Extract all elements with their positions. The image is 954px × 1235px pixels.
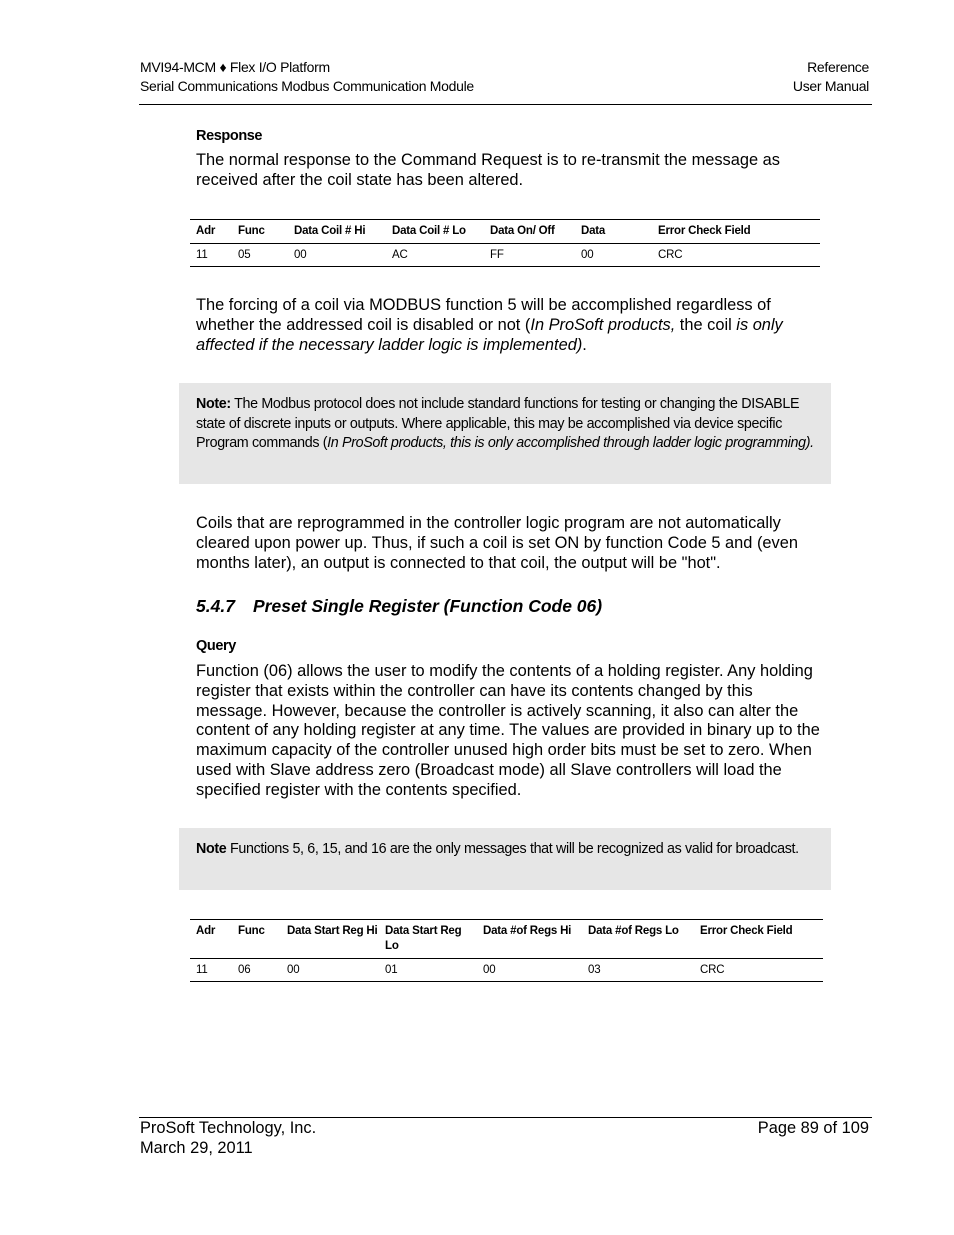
table-cell: 00 bbox=[288, 244, 386, 267]
table-cell: CRC bbox=[652, 244, 820, 267]
note-box bbox=[179, 828, 831, 890]
table-header-cell: Data On/ Off bbox=[484, 220, 575, 244]
query-heading: Query bbox=[196, 638, 236, 654]
query-table bbox=[190, 919, 823, 982]
table-header-cell: Func bbox=[232, 220, 288, 244]
forcing-italic: In ProSoft products, bbox=[530, 315, 676, 334]
note-text bbox=[196, 395, 816, 454]
table-header-cell: Func bbox=[232, 920, 281, 959]
forcing-italic: is only affected if the necessary ladder logic is implemented) bbox=[196, 315, 783, 354]
table-cell: 00 bbox=[477, 959, 582, 982]
footer-divider bbox=[139, 1117, 872, 1118]
table-cell: 11 bbox=[190, 244, 232, 267]
response-paragraph: The normal response to the Command Request is to re-transmit the message as received after the coil state has been altered. bbox=[196, 151, 780, 189]
coils-paragraph: Coils that are reprogrammed in the controller logic program are not automatically cleared upon power up. Thus, if such a coil is set ON by function Code 5 and (even months later), an output is connected to that coil, the output will be "hot". bbox=[196, 514, 798, 572]
table-header-cell: Data Start Reg Hi bbox=[281, 920, 379, 959]
table-header-cell: Adr bbox=[190, 920, 232, 959]
table-header-row bbox=[190, 220, 820, 244]
query-paragraph: Function (06) allows the user to modify the contents of a holding register. Any holding register that exists within the controller can have its contents changed by this message. However, because the controller is actively scanning, it also can alter the content of any holding register at any time. The values are provided in binary up to the maximum capacity of the controller unused high order bits must be set to zero. When used with Slave address zero (Broadcast mode) all Slave controllers will load the specified register with the contents specified. bbox=[196, 662, 820, 799]
note-text bbox=[196, 840, 816, 860]
table-cell: 00 bbox=[281, 959, 379, 982]
page-header-left bbox=[140, 58, 474, 96]
forcing-text: the coil bbox=[675, 315, 737, 334]
table-header-cell: Data Coil # Hi bbox=[288, 220, 386, 244]
forcing-text: The forcing of a coil via MODBUS function 5 will be accomplished regardless of whether the addressed coil is disabled or not ( bbox=[196, 296, 771, 334]
table-header-cell: Adr bbox=[190, 220, 232, 244]
header-module-title: Serial Communications Modbus Communication Module bbox=[140, 78, 474, 94]
page-number: Page 89 of 109 bbox=[757, 1119, 869, 1137]
section-title: Preset Single Register (Function Code 06) bbox=[253, 596, 603, 616]
table-cell: 03 bbox=[582, 959, 694, 982]
forcing-text: . bbox=[582, 335, 587, 354]
table-header-cell: Data Start Reg Lo bbox=[379, 920, 477, 959]
page-header-right bbox=[793, 58, 869, 96]
header-product-title: MVI94-MCM ♦ Flex I/O Platform bbox=[140, 59, 330, 75]
table-cell: CRC bbox=[694, 959, 823, 982]
table-row bbox=[190, 959, 823, 982]
table-row bbox=[190, 244, 820, 267]
table-cell: AC bbox=[386, 244, 484, 267]
section-heading bbox=[196, 596, 602, 617]
note-body: Functions 5, 6, 15, and 16 are the only messages that will be recognized as valid for broadcast. bbox=[226, 841, 799, 857]
footer-date: March 29, 2011 bbox=[140, 1138, 253, 1157]
note-box bbox=[179, 383, 831, 484]
footer-company: ProSoft Technology, Inc. bbox=[140, 1119, 317, 1137]
section-number: 5.4.7 bbox=[196, 596, 235, 616]
table-cell: 06 bbox=[232, 959, 281, 982]
note-body: The Modbus protocol does not include standard functions for testing or changing the DISABLE state of discrete inputs or outputs. Where applicable, this may be accomplished via device specific Program commands ( bbox=[196, 396, 800, 452]
table-header-cell: Error Check Field bbox=[652, 220, 820, 244]
table-header-cell: Data bbox=[575, 220, 652, 244]
table-cell: 01 bbox=[379, 959, 477, 982]
note-label: Note: bbox=[196, 396, 231, 412]
header-section-name: Reference bbox=[807, 59, 869, 75]
response-table bbox=[190, 219, 820, 267]
header-doc-type: User Manual bbox=[792, 78, 869, 94]
header-divider bbox=[139, 104, 872, 105]
table-header-cell: Data Coil # Lo bbox=[386, 220, 484, 244]
table-cell: 05 bbox=[232, 244, 288, 267]
note-label: Note bbox=[196, 841, 227, 857]
response-heading: Response bbox=[196, 128, 263, 144]
table-cell: 11 bbox=[190, 959, 232, 982]
table-header-cell: Data #of Regs Lo bbox=[582, 920, 694, 959]
table-cell: 00 bbox=[575, 244, 652, 267]
table-header-cell: Data #of Regs Hi bbox=[477, 920, 582, 959]
table-header-row bbox=[190, 920, 823, 959]
page-footer-left bbox=[140, 1119, 316, 1158]
forcing-paragraph bbox=[196, 296, 826, 355]
table-header-cell: Error Check Field bbox=[694, 920, 823, 959]
table-cell: FF bbox=[484, 244, 575, 267]
note-italic: In ProSoft products, this is only accomplished through ladder logic programming). bbox=[327, 435, 814, 452]
